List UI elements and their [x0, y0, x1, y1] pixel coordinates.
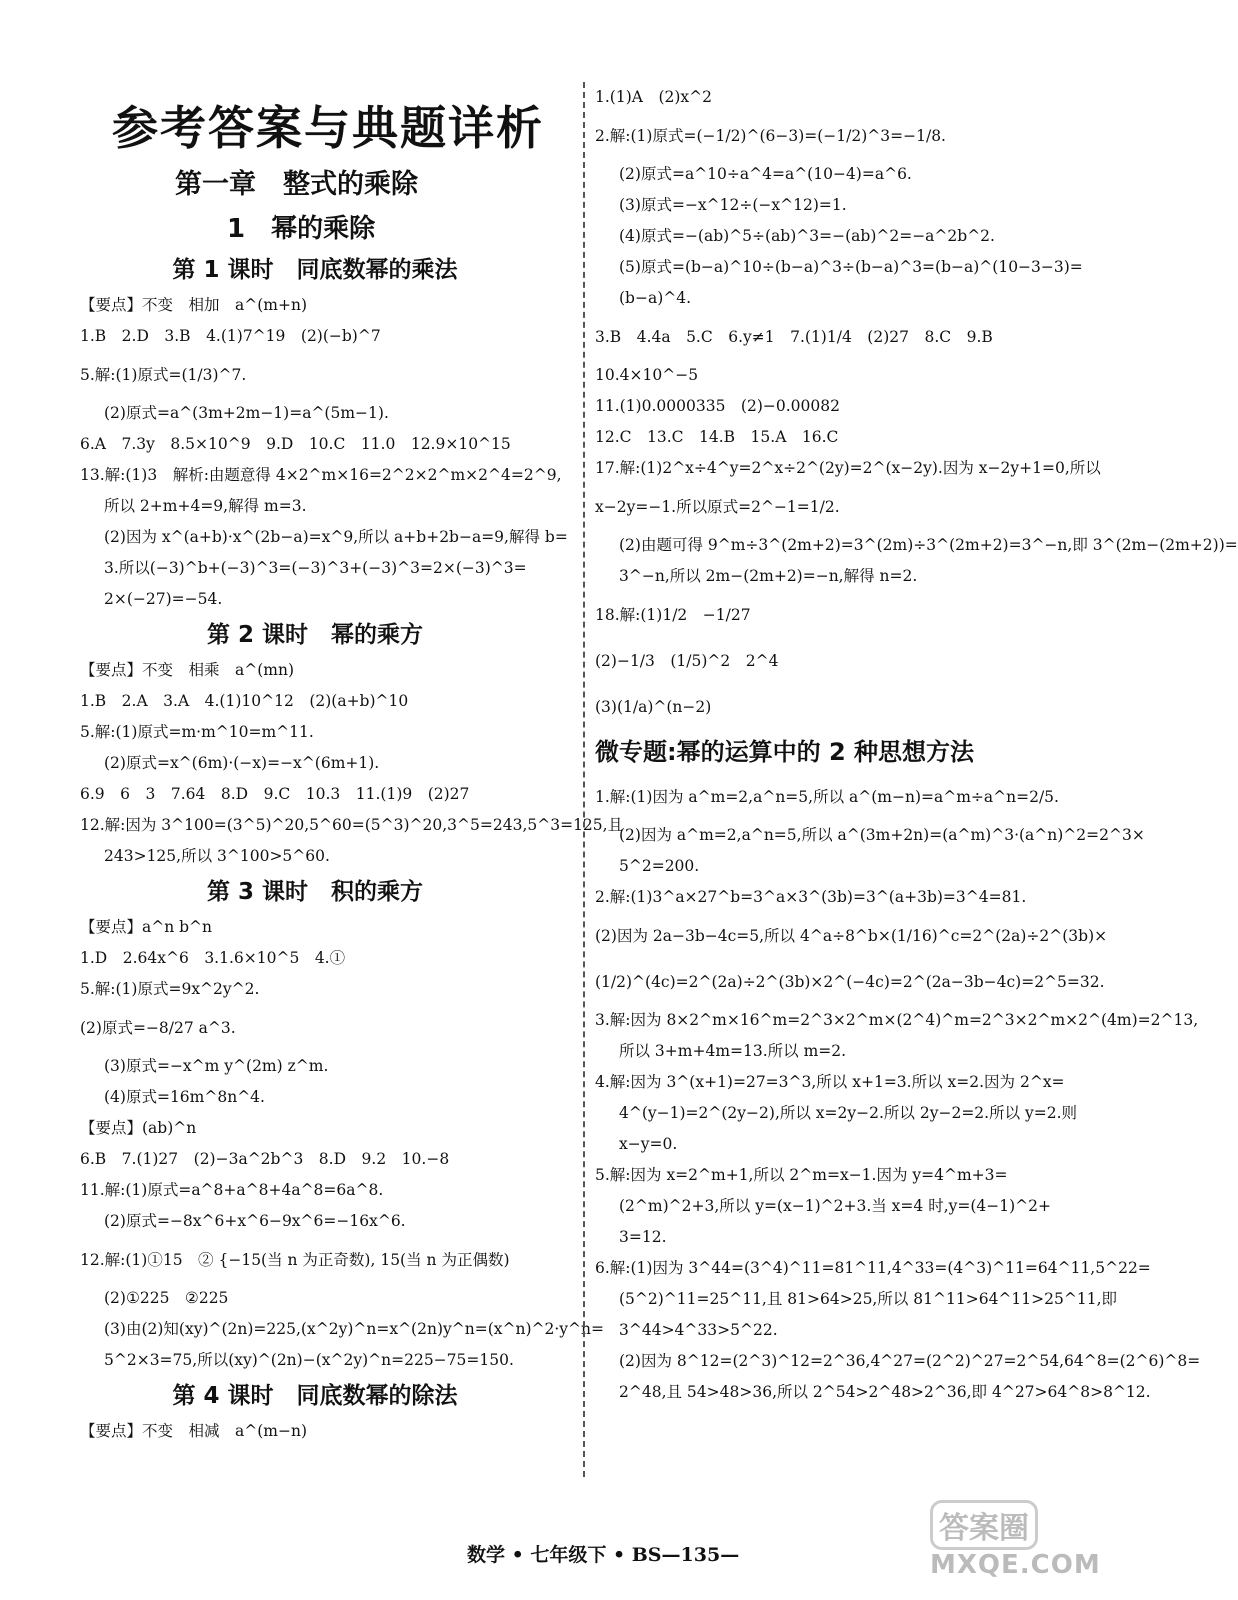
- answer-line: (2)①225 ②225: [104, 1289, 229, 1307]
- answer-line: (2)因为 x^(a+b)·x^(2b−a)=x^9,所以 a+b+2b−a=9,解得 b=: [104, 528, 568, 546]
- answer-line: 5.解:(1)原式=m·m^10=m^11.: [80, 723, 314, 741]
- answer-line: 【要点】不变 相乘 a^(mn): [80, 661, 295, 679]
- answer-line: 所以 3+m+4m=13.所以 m=2.: [619, 1042, 847, 1060]
- answer-line: 243>125,所以 3^100>5^60.: [104, 847, 330, 865]
- answer-line: (3)由(2)知(xy)^(2n)=225,(x^2y)^n=x^(2n)y^n=(x^n)^2·y^n=: [104, 1320, 605, 1338]
- left-column: [80, 250, 624, 1447]
- answer-line: (2^m)^2+3,所以 y=(x−1)^2+3.当 x=4 时,y=(4−1)^2+: [619, 1197, 1052, 1215]
- answer-line: 5.解:(1)原式=9x^2y^2.: [80, 980, 260, 998]
- lesson-heading: 第 4 课时 同底数幂的除法: [172, 1383, 458, 1409]
- answer-line: 2.解:(1)原式=(−1/2)^(6−3)=(−1/2)^3=−1/8.: [595, 127, 946, 145]
- answer-line: 6.解:(1)因为 3^44=(3^4)^11=81^11,4^33=(4^3)^11=64^11,5^22=: [595, 1259, 1151, 1277]
- chapter-heading: 第一章 整式的乘除: [175, 169, 418, 200]
- lesson-heading: 第 1 课时 同底数幂的乘法: [172, 257, 458, 283]
- answer-line: (b−a)^4.: [619, 289, 692, 307]
- answer-line: (2)因为 a^m=2,a^n=5,所以 a^(3m+2n)=(a^m)^3·(a^n)^2=2^3×: [619, 826, 1145, 844]
- watermark-url: MXQE.COM: [930, 1550, 1101, 1580]
- answer-line: (5^2)^11=25^11,且 81>64>25,所以 81^11>64^11>25^11,即: [619, 1290, 1117, 1308]
- answer-line: 6.9 6 3 7.64 8.D 9.C 10.3 11.(1)9 (2)27: [80, 785, 470, 803]
- answer-line: 2.解:(1)3^a×27^b=3^a×3^(3b)=3^(a+3b)=3^4=81.: [595, 888, 1027, 906]
- answer-line: (3)(1/a)^(n−2): [595, 698, 712, 716]
- answer-line: 【要点】不变 相加 a^(m+n): [80, 296, 307, 314]
- answer-line: 【要点】(ab)^n: [80, 1119, 197, 1137]
- answer-line: (4)原式=−(ab)^5÷(ab)^3=−(ab)^2=−a^2b^2.: [619, 227, 995, 245]
- answer-line: 1.解:(1)因为 a^m=2,a^n=5,所以 a^(m−n)=a^m÷a^n=2/5.: [595, 788, 1059, 806]
- answer-line: 【要点】不变 相减 a^(m−n): [80, 1422, 307, 1440]
- answer-line: 5.解:(1)原式=(1/3)^7.: [80, 366, 247, 384]
- lesson-heading: 第 3 课时 积的乘方: [206, 879, 424, 905]
- answer-line: x−2y=−1.所以原式=2^−1=1/2.: [595, 498, 840, 516]
- answer-line: 18.解:(1)1/2 −1/27: [595, 606, 751, 624]
- answer-line: 3=12.: [619, 1228, 667, 1246]
- answer-line: (2)因为 2a−3b−4c=5,所以 4^a÷8^b×(1/16)^c=2^(2a)÷2^(3b)×: [595, 927, 1108, 945]
- watermark: [930, 1500, 1101, 1580]
- answer-line: 5^2×3=75,所以(xy)^(2n)−(x^2y)^n=225−75=150.: [104, 1351, 514, 1369]
- answer-line: (2)原式=−8/27 a^3.: [80, 1019, 236, 1037]
- answer-line: 11.解:(1)原式=a^8+a^8+4a^8=6a^8.: [80, 1181, 384, 1199]
- answer-line: 10.4×10^−5: [595, 366, 699, 384]
- special-topic-heading: 微专题:幂的运算中的 2 种思想方法: [595, 738, 975, 766]
- answer-line: 5^2=200.: [619, 857, 700, 875]
- answer-line: (2)原式=a^10÷a^4=a^(10−4)=a^6.: [619, 165, 912, 183]
- answer-line: 所以 2+m+4=9,解得 m=3.: [104, 497, 307, 515]
- answer-line: 12.C 13.C 14.B 15.A 16.C: [595, 428, 839, 446]
- section-heading: 1 幂的乘除: [227, 214, 376, 244]
- answer-line: (1/2)^(4c)=2^(2a)÷2^(3b)×2^(−4c)=2^(2a−3b−4c)=2^5=32.: [595, 973, 1105, 991]
- answer-line: 6.A 7.3y 8.5×10^9 9.D 10.C 11.0 12.9×10^15: [80, 435, 511, 453]
- answer-line: (2)因为 8^12=(2^3)^12=2^36,4^27=(2^2)^27=2^54,64^8=(2^6)^8=: [619, 1352, 1201, 1370]
- answer-line: (3)原式=−x^12÷(−x^12)=1.: [619, 196, 847, 214]
- answer-line: (2)由题可得 9^m÷3^(2m+2)=3^(2m)÷3^(2m+2)=3^−n,即 3^(2m−(2m+2))=: [619, 536, 1238, 554]
- answer-line: 3.解:因为 8×2^m×16^m=2^3×2^m×(2^4)^m=2^3×2^m×2^(4m)=2^13,: [595, 1011, 1199, 1029]
- answer-line: 17.解:(1)2^x÷4^y=2^x÷2^(2y)=2^(x−2y).因为 x−2y+1=0,所以: [595, 459, 1101, 477]
- answer-line: (2)原式=−8x^6+x^6−9x^6=−16x^6.: [104, 1212, 406, 1230]
- lesson-heading: 第 2 课时 幂的乘方: [206, 622, 424, 648]
- page-title: 参考答案与典题详析: [112, 101, 544, 155]
- answer-line: (2)原式=a^(3m+2m−1)=a^(5m−1).: [104, 404, 389, 422]
- answer-line: 3^−n,所以 2m−(2m+2)=−n,解得 n=2.: [619, 567, 918, 585]
- answer-line: (4)原式=16m^8n^4.: [104, 1088, 265, 1106]
- answer-line: 【要点】a^n b^n: [80, 918, 213, 936]
- answer-line: 1.(1)A (2)x^2: [595, 88, 712, 106]
- answer-line: 4.解:因为 3^(x+1)=27=3^3,所以 x+1=3.所以 x=2.因为 2^x=: [595, 1073, 1065, 1091]
- answer-line: 3.所以(−3)^b+(−3)^3=(−3)^3+(−3)^3=2×(−3)^3=: [104, 559, 527, 577]
- page-footer: 数学 • 七年级下 • BS—135—: [467, 1544, 740, 1566]
- right-column: [595, 82, 1238, 1408]
- answer-line: 1.D 2.64x^6 3.1.6×10^5 4.①: [80, 949, 346, 967]
- answer-line: 2^48,且 54>48>36,所以 2^54>2^48>2^36,即 4^27>64^8>8^12.: [619, 1383, 1151, 1401]
- answer-line: 3^44>4^33>5^22.: [619, 1321, 778, 1339]
- answer-line: x−y=0.: [619, 1135, 678, 1153]
- answer-line: (3)原式=−x^m y^(2m) z^m.: [104, 1057, 329, 1075]
- answer-line: 1.B 2.D 3.B 4.(1)7^19 (2)(−b)^7: [80, 327, 381, 345]
- answer-line: 1.B 2.A 3.A 4.(1)10^12 (2)(a+b)^10: [80, 692, 409, 710]
- answer-line: 12.解:(1)①15 ② {−15(当 n 为正奇数), 15(当 n 为正偶数): [80, 1251, 510, 1269]
- answer-line: 3.B 4.4a 5.C 6.y≠1 7.(1)1/4 (2)27 8.C 9.B: [595, 328, 993, 346]
- answer-line: (5)原式=(b−a)^10÷(b−a)^3÷(b−a)^3=(b−a)^(10−3−3)=: [619, 258, 1083, 276]
- answer-line: 6.B 7.(1)27 (2)−3a^2b^3 8.D 9.2 10.−8: [80, 1150, 450, 1168]
- answer-line: 12.解:因为 3^100=(3^5)^20,5^60=(5^3)^20,3^5=243,5^3=125,且: [80, 816, 624, 834]
- answer-line: 4^(y−1)=2^(2y−2),所以 x=2y−2.所以 2y−2=2.所以 y=2.则: [619, 1104, 1078, 1122]
- column-divider: [583, 82, 585, 1477]
- watermark-logo: 答案圈: [930, 1500, 1038, 1550]
- answer-line: 11.(1)0.0000335 (2)−0.00082: [595, 397, 840, 415]
- answer-line: 5.解:因为 x=2^m+1,所以 2^m=x−1.因为 y=4^m+3=: [595, 1166, 1008, 1184]
- answer-line: 13.解:(1)3 解析:由题意得 4×2^m×16=2^2×2^m×2^4=2^9,: [80, 466, 562, 484]
- answer-line: 2×(−27)=−54.: [104, 590, 223, 608]
- answer-line: (2)原式=x^(6m)·(−x)=−x^(6m+1).: [104, 754, 380, 772]
- answer-line: (2)−1/3 (1/5)^2 2^4: [595, 652, 779, 670]
